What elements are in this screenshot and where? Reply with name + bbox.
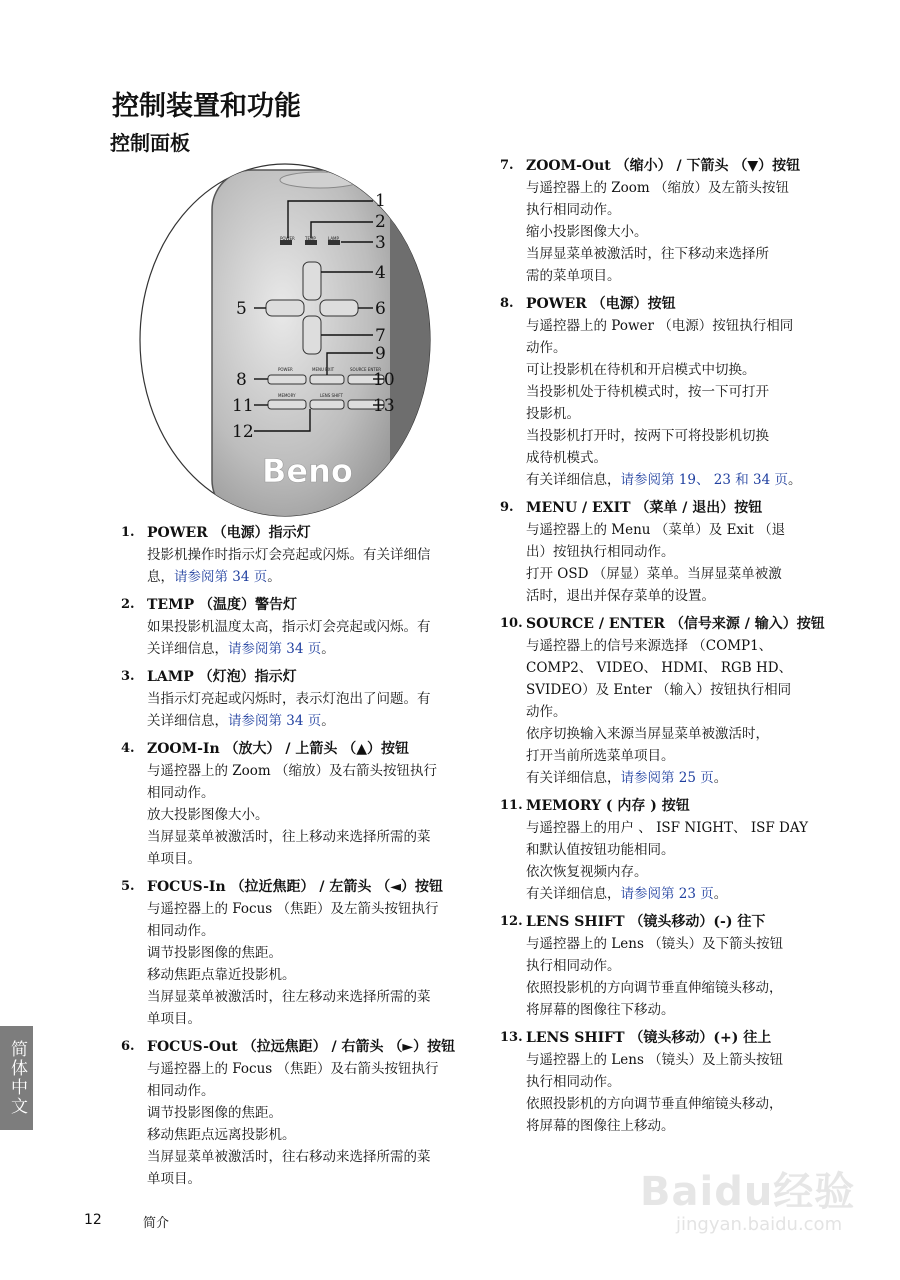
item-number: 8. <box>500 296 514 311</box>
item-line <box>526 585 840 607</box>
power-button-label: POWER <box>278 367 293 372</box>
item-line <box>147 1008 493 1030</box>
left-column <box>121 522 493 1196</box>
page-heading: 控制装置和功能 <box>112 91 301 122</box>
callout-11: 11 <box>232 396 254 416</box>
temp-indicator-label: TEMP <box>305 236 316 241</box>
item-line <box>526 723 840 745</box>
section-heading: 控制面板 <box>110 131 190 155</box>
item-line <box>526 657 840 679</box>
lamp-indicator-label: LAMP <box>328 236 339 241</box>
line-text: 与遥控器上的用户 、 ISF NIGHT、 ISF DAY <box>526 820 808 836</box>
line-text: 有关详细信息， <box>526 472 621 488</box>
item-line <box>526 265 840 287</box>
line-text: 出）按钮执行相同动作。 <box>526 544 675 560</box>
item-line <box>526 1049 840 1071</box>
item-title: SOURCE / ENTER （信号来源 / 输入）按钮 <box>526 616 825 632</box>
line-text: 依照投影机的方向调节垂直伸缩镜头移动， <box>526 1096 783 1112</box>
line-text: 活时，退出并保存菜单的设置。 <box>526 588 715 604</box>
line-text: 如果投影机温度太高，指示灯会亮起或闪烁。有 <box>147 619 431 635</box>
item-title: FOCUS-In （拉近焦距） / 左箭头 （◄）按钮 <box>147 879 444 895</box>
line-text: 执行相同动作。 <box>526 202 621 218</box>
item-line <box>147 898 493 920</box>
line-text: 当指示灯亮起或闪烁时，表示灯泡出了问题。有 <box>147 691 431 707</box>
item-line <box>147 986 493 1008</box>
line-text: 与遥控器上的 Menu （菜单）及 Exit （退 <box>526 522 786 538</box>
item-line <box>147 782 493 804</box>
watermark-brand: Baidu经验 <box>640 1169 856 1215</box>
item-title: ZOOM-In （放大） / 上箭头 （▲）按钮 <box>147 741 410 757</box>
control-panel-diagram <box>120 160 450 520</box>
line-suffix: 。 <box>788 472 802 488</box>
line-text: 当屏显菜单被激活时，往下移动来选择所 <box>526 246 769 262</box>
item-line <box>526 359 840 381</box>
menu-button-label: MENU EXIT <box>312 367 335 372</box>
item-line <box>526 839 840 861</box>
baidu-watermark <box>640 1150 860 1260</box>
item-line <box>147 1058 493 1080</box>
item-line <box>147 1124 493 1146</box>
panel-side <box>390 170 430 520</box>
item-line <box>147 804 493 826</box>
item-line <box>526 519 840 541</box>
item-line <box>526 635 840 657</box>
line-text: 投影机。 <box>526 406 580 422</box>
line-text: 单项目。 <box>147 1171 201 1187</box>
item-number: 2. <box>121 597 135 612</box>
page-reference-link[interactable]: 请参阅第 34 页 <box>228 641 322 657</box>
item-line <box>147 616 493 638</box>
item-title: POWER （电源）指示灯 <box>147 525 311 541</box>
item-line <box>526 221 840 243</box>
item-line <box>147 710 493 732</box>
line-text: COMP2、 VIDEO、 HDMI、 RGB HD、 <box>526 660 793 676</box>
list-item <box>500 911 840 1021</box>
callout-2: 2 <box>375 212 386 232</box>
power-indicator-label: POWER <box>280 236 295 241</box>
item-number: 10. <box>500 616 523 631</box>
item-line <box>147 848 493 870</box>
item-title: LAMP （灯泡）指示灯 <box>147 669 297 685</box>
item-line <box>147 638 493 660</box>
line-text: 与遥控器上的 Lens （镜头）及下箭头按钮 <box>526 936 784 952</box>
right-column <box>500 155 840 1143</box>
line-text: 调节投影图像的焦距。 <box>147 945 282 961</box>
lens-button-label: LENS SHIFT <box>320 393 343 398</box>
item-title: LENS SHIFT （镜头移动）(+) 往上 <box>526 1030 772 1046</box>
list-item <box>121 666 493 732</box>
item-line <box>526 1093 840 1115</box>
footer-section: 简介 <box>143 1216 170 1231</box>
line-text: 需的菜单项目。 <box>526 268 621 284</box>
item-line <box>526 541 840 563</box>
item-number: 4. <box>121 741 135 756</box>
line-text: 投影机操作时指示灯会亮起或闪烁。有关详细信 <box>147 547 431 563</box>
item-line <box>147 1146 493 1168</box>
page-reference-link[interactable]: 请参阅第 34 页 <box>228 713 322 729</box>
item-line <box>526 243 840 265</box>
item-line <box>526 177 840 199</box>
line-text: 成待机模式。 <box>526 450 607 466</box>
line-text: 执行相同动作。 <box>526 1074 621 1090</box>
line-text: 当屏显菜单被激活时，往上移动来选择所需的菜 <box>147 829 431 845</box>
item-number: 11. <box>500 798 523 813</box>
callout-4: 4 <box>375 263 386 283</box>
item-number: 5. <box>121 879 135 894</box>
line-text: 与遥控器上的 Zoom （缩放）及左箭头按钮 <box>526 180 790 196</box>
page-reference-link[interactable]: 请参阅第 19、 23 和 34 页 <box>620 472 788 488</box>
item-line <box>526 767 840 789</box>
item-line <box>147 544 493 566</box>
item-line <box>526 861 840 883</box>
line-text: 调节投影图像的焦距。 <box>147 1105 282 1121</box>
line-text: 关详细信息， <box>147 641 228 657</box>
line-text: 当屏显菜单被激活时，往左移动来选择所需的菜 <box>147 989 431 1005</box>
line-text: 打开 OSD （屏显）菜单。当屏显菜单被激 <box>526 566 782 582</box>
item-line <box>526 425 840 447</box>
memory-button <box>268 400 306 409</box>
callout-7: 7 <box>375 326 386 346</box>
line-text: 打开当前所选菜单项目。 <box>526 748 675 764</box>
line-text: 息， <box>147 569 174 585</box>
item-line <box>526 1071 840 1093</box>
item-line <box>526 933 840 955</box>
item-line <box>147 920 493 942</box>
line-suffix: 。 <box>321 641 335 657</box>
line-text: 有关详细信息， <box>526 886 621 902</box>
item-line <box>147 566 493 588</box>
lens-shift-down-button <box>310 400 344 409</box>
item-line <box>526 381 840 403</box>
watermark-url: jingyan.baidu.com <box>676 1214 843 1235</box>
item-line <box>526 977 840 999</box>
line-text: 依照投影机的方向调节垂直伸缩镜头移动， <box>526 980 783 996</box>
item-line <box>147 1168 493 1190</box>
focus-out-right-button <box>320 300 358 316</box>
callout-6: 6 <box>375 299 386 319</box>
zoom-out-down-button <box>303 316 321 354</box>
language-tab: 简体中文 <box>0 1026 33 1130</box>
item-line <box>526 745 840 767</box>
line-text: 将屏幕的图像往下移动。 <box>526 1002 675 1018</box>
item-line <box>526 563 840 585</box>
item-title: FOCUS-Out （拉远焦距） / 右箭头 （►）按钮 <box>147 1039 456 1055</box>
line-text: 动作。 <box>526 340 567 356</box>
page-reference-link[interactable]: 请参阅第 23 页 <box>620 886 714 902</box>
list-item <box>500 155 840 287</box>
item-title: MENU / EXIT （菜单 / 退出）按钮 <box>526 500 763 516</box>
line-text: 与遥控器上的 Lens （镜头）及上箭头按钮 <box>526 1052 784 1068</box>
item-title: TEMP （温度）警告灯 <box>147 597 297 613</box>
line-text: SVIDEO）及 Enter （输入）按钮执行相同 <box>526 682 792 698</box>
line-text: 依序切换输入来源当屏显菜单被激活时， <box>526 726 769 742</box>
zoom-in-up-button <box>303 262 321 300</box>
callout-8: 8 <box>236 370 247 390</box>
line-text: 与遥控器上的 Focus （焦距）及右箭头按钮执行 <box>147 1061 439 1077</box>
line-suffix: 。 <box>267 569 281 585</box>
page-reference-link[interactable]: 请参阅第 34 页 <box>174 569 268 585</box>
power-button <box>268 375 306 384</box>
line-text: 与遥控器上的 Focus （焦距）及左箭头按钮执行 <box>147 901 439 917</box>
item-line <box>526 447 840 469</box>
menu-exit-button <box>310 375 344 384</box>
line-text: 相同动作。 <box>147 785 215 801</box>
line-text: 关详细信息， <box>147 713 228 729</box>
line-suffix: 。 <box>713 770 728 786</box>
callout-5: 5 <box>236 299 247 319</box>
line-text: 移动焦距点靠近投影机。 <box>147 967 296 983</box>
line-text: 移动焦距点远离投影机。 <box>147 1127 296 1143</box>
line-text: 执行相同动作。 <box>526 958 621 974</box>
item-number: 3. <box>121 669 135 684</box>
item-line <box>147 688 493 710</box>
line-text: 当投影机处于待机模式时，按一下可打开 <box>526 384 769 400</box>
page-reference-link[interactable]: 请参阅第 25 页 <box>620 770 714 786</box>
line-text: 动作。 <box>526 704 567 720</box>
line-suffix: 。 <box>713 886 728 902</box>
item-title: MEMORY ( 内存 ) 按钮 <box>526 798 690 814</box>
line-text: 将屏幕的图像往上移动。 <box>526 1118 675 1134</box>
line-text: 可让投影机在待机和开启模式中切换。 <box>526 362 756 378</box>
item-line <box>526 955 840 977</box>
list-item <box>121 876 493 1030</box>
line-text: 放大投影图像大小。 <box>147 807 269 823</box>
item-line <box>526 199 840 221</box>
list-item <box>500 497 840 607</box>
line-text: 单项目。 <box>147 1011 201 1027</box>
memory-button-label: MEMORY <box>278 393 296 398</box>
item-line <box>147 760 493 782</box>
line-text: 相同动作。 <box>147 1083 215 1099</box>
line-text: 与遥控器上的信号来源选择 （COMP1、 <box>526 638 773 654</box>
line-text: 相同动作。 <box>147 923 215 939</box>
line-text: 缩小投影图像大小。 <box>526 224 648 240</box>
line-text: 依次恢复视频内存。 <box>526 864 648 880</box>
list-item <box>121 522 493 588</box>
line-text: 有关详细信息， <box>526 770 621 786</box>
callout-13: 13 <box>373 396 395 416</box>
item-line <box>147 1080 493 1102</box>
callout-10: 10 <box>373 370 395 390</box>
item-line <box>526 701 840 723</box>
line-suffix: 。 <box>321 713 335 729</box>
item-line <box>147 942 493 964</box>
item-title: LENS SHIFT （镜头移动）(-) 往下 <box>526 914 766 930</box>
item-line <box>526 315 840 337</box>
line-text: 当投影机打开时，按两下可将投影机切换 <box>526 428 769 444</box>
item-number: 13. <box>500 1030 523 1045</box>
item-line <box>147 826 493 848</box>
line-text: 当屏显菜单被激活时，往右移动来选择所需的菜 <box>147 1149 431 1165</box>
line-text: 与遥控器上的 Zoom （缩放）及右箭头按钮执行 <box>147 763 438 779</box>
item-line <box>526 469 840 491</box>
list-item <box>500 795 840 905</box>
line-text: 单项目。 <box>147 851 201 867</box>
item-line <box>526 403 840 425</box>
page-number: 12 <box>84 1212 102 1228</box>
list-item <box>121 738 493 870</box>
list-item <box>500 293 840 491</box>
callout-9: 9 <box>375 344 386 364</box>
callout-1: 1 <box>375 191 386 211</box>
item-number: 6. <box>121 1039 135 1054</box>
line-text: 与遥控器上的 Power （电源）按钮执行相同 <box>526 318 794 334</box>
source-button-label: SOURCE ENTER <box>350 367 382 372</box>
callout-12: 12 <box>232 422 254 442</box>
item-number: 7. <box>500 158 514 173</box>
item-line <box>526 679 840 701</box>
item-line <box>526 999 840 1021</box>
callout-3: 3 <box>375 233 386 253</box>
item-line <box>526 817 840 839</box>
item-line <box>147 964 493 986</box>
list-item <box>500 1027 840 1137</box>
line-text: 和默认值按钮功能相同。 <box>526 842 675 858</box>
list-item <box>121 1036 493 1190</box>
list-item <box>121 594 493 660</box>
focus-in-left-button <box>266 300 304 316</box>
benq-logo: Beno <box>262 452 353 490</box>
item-line <box>526 1115 840 1137</box>
item-title: ZOOM-Out （缩小） / 下箭头 （▼）按钮 <box>526 158 801 174</box>
item-number: 1. <box>121 525 135 540</box>
item-line <box>526 883 840 905</box>
item-title: POWER （电源）按钮 <box>526 296 676 312</box>
item-line <box>147 1102 493 1124</box>
list-item <box>500 613 840 789</box>
item-number: 12. <box>500 914 523 929</box>
item-line <box>526 337 840 359</box>
item-number: 9. <box>500 500 514 515</box>
